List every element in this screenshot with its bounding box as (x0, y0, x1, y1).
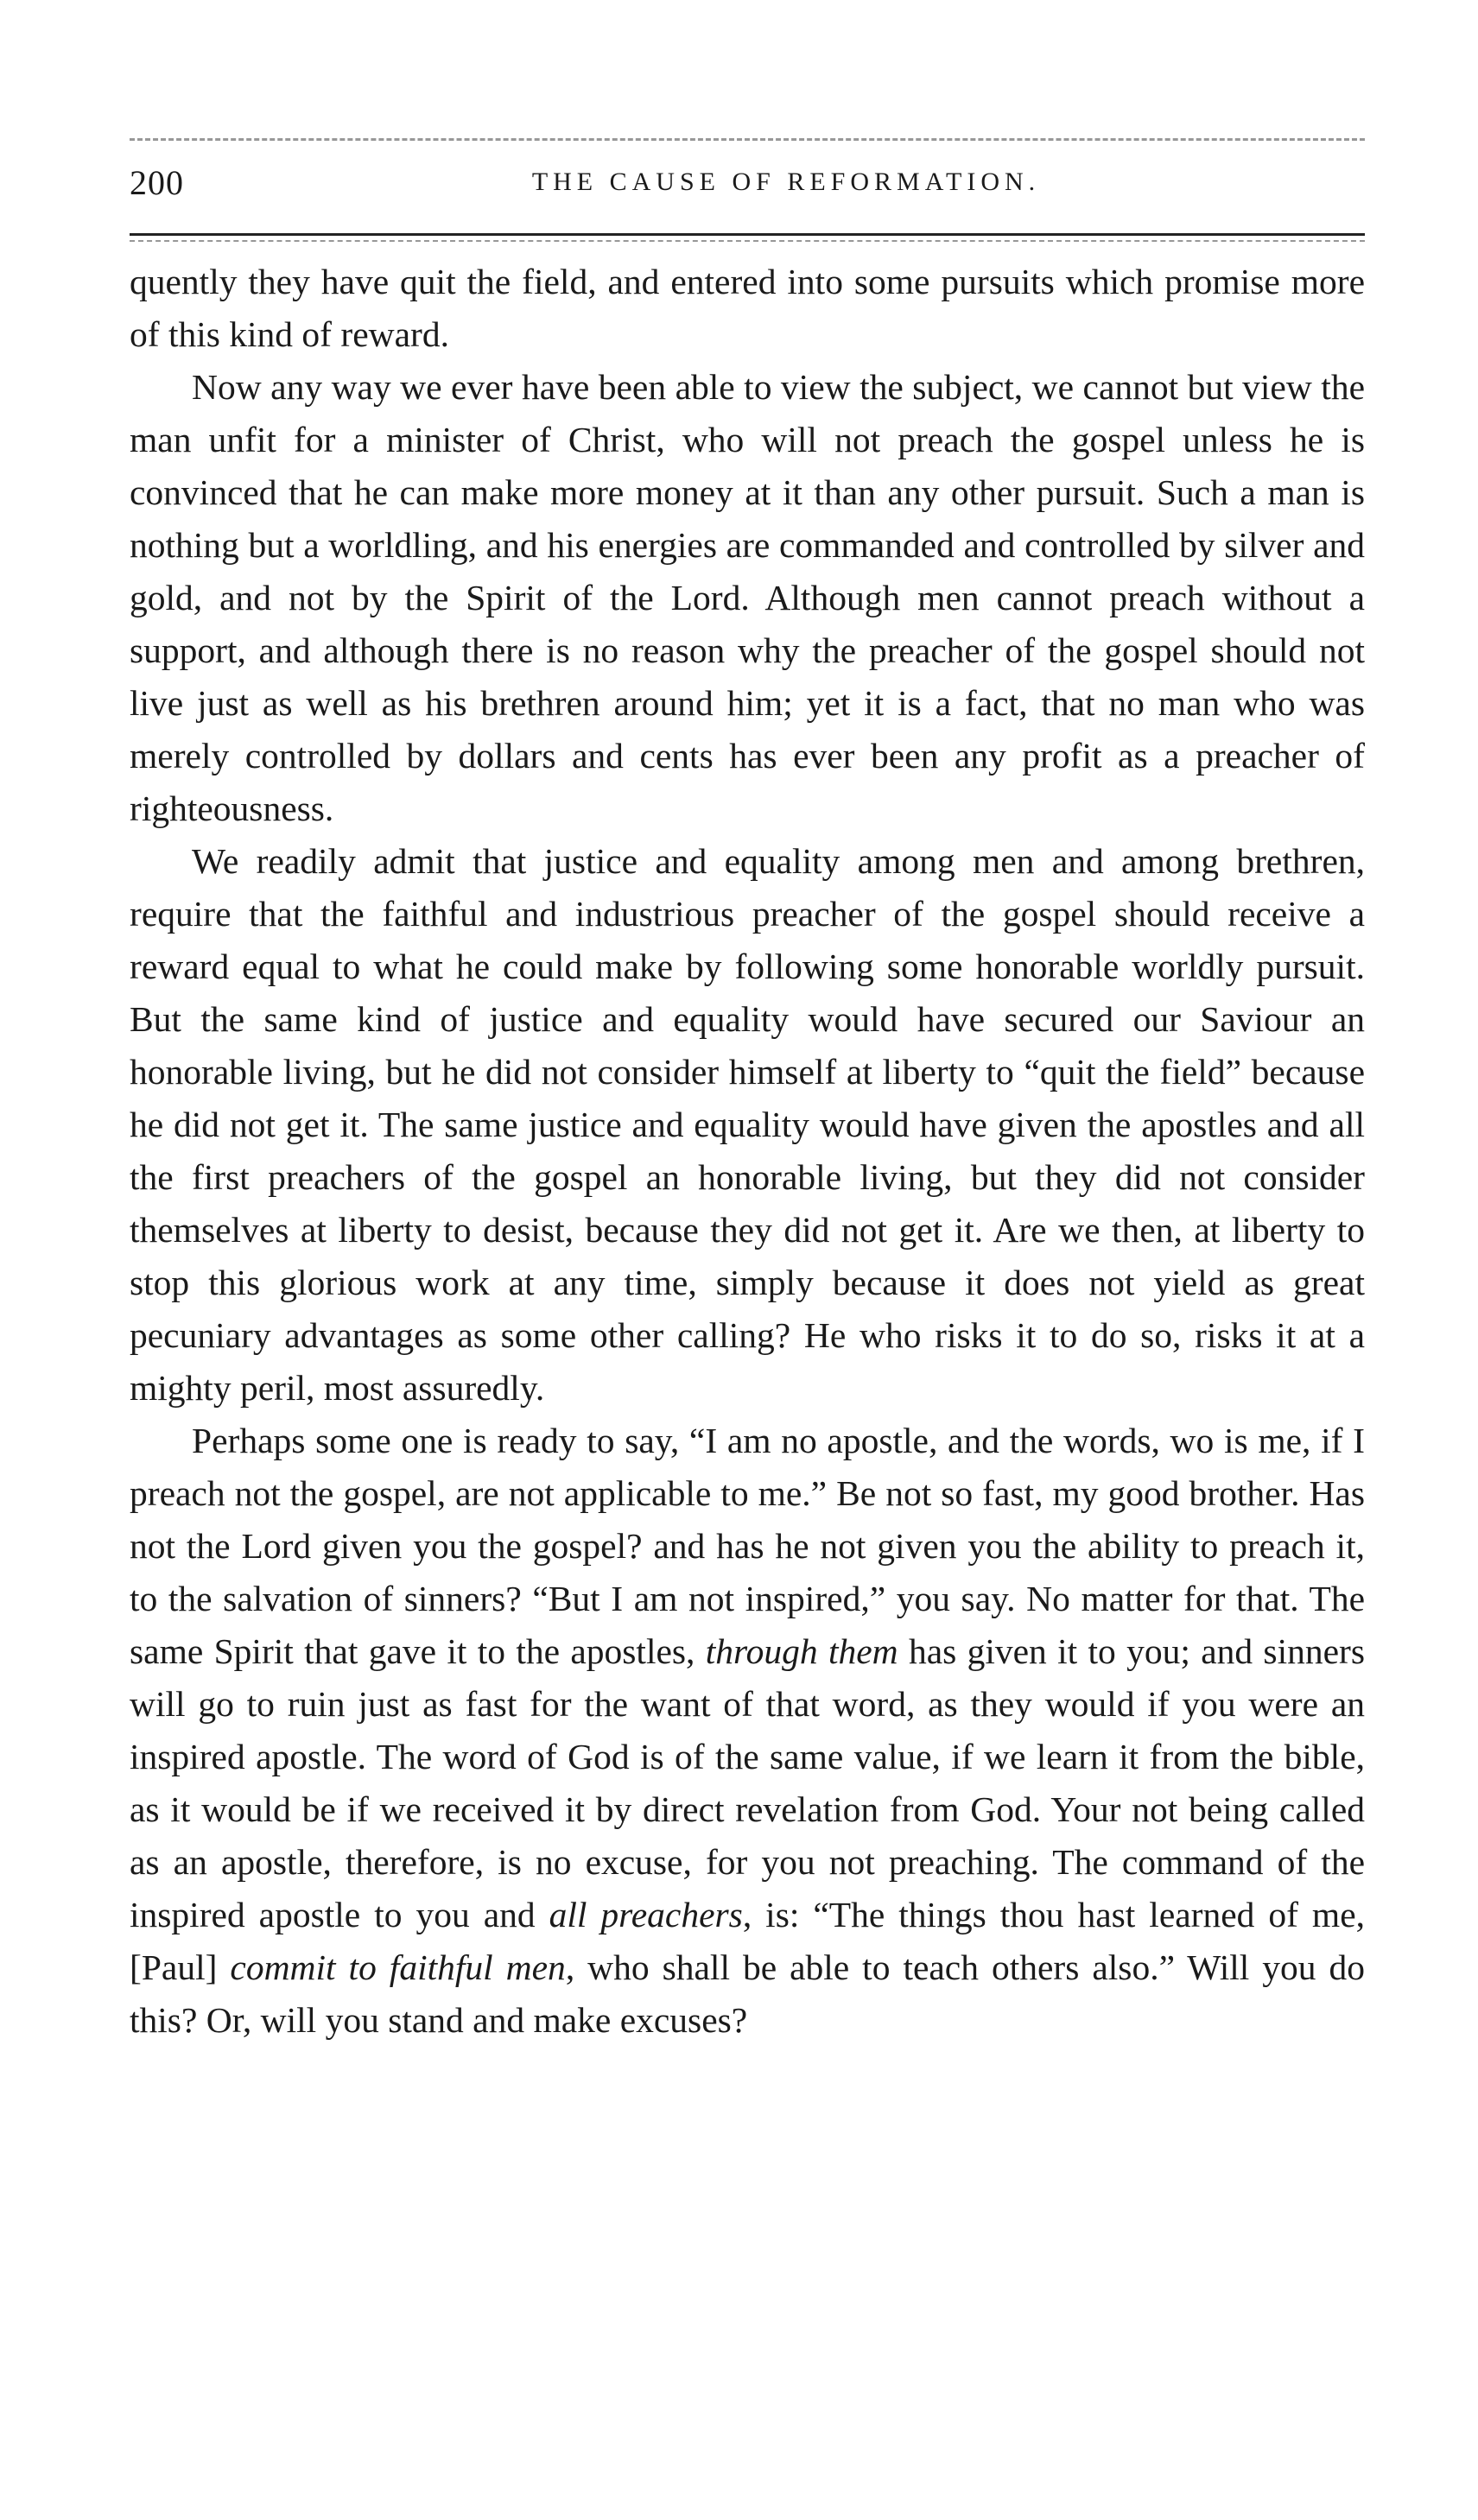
paragraph-3: We readily admit that justice and equality among men and among brethren, require that the faithful and industrious preacher of the gospel should receive a reward equal to what he could make by following some honorable worldly pursuit. But the same kind of justice and equality would have secured our Saviour an honorable living, but he did not consider himself at liberty to “quit the field” because he did not get it. The same justice and equality would have given the apostles and all the first preachers of the gospel an honorable living, but they did not consider themselves at liberty to desist, because they did not get it. Are we then, at liberty to stop this glorious work at any time, simply because it does not yield as great pecuniary advantages as some other calling? He who risks it to do so, risks it at a mighty peril, most assuredly. (130, 841, 1365, 1408)
italic-all-preachers: all preachers (549, 1895, 743, 1934)
header-dashed-rule (130, 240, 1365, 242)
paragraph-4-part-d: , who shall be able to teach others also.” Will you do this? Or, will you stand and make excuses? (130, 1947, 1365, 2040)
paragraph-2: Now any way we ever have been able to view the subject, we cannot but view the man unfit for a minister of Christ, who will not preach the gospel unless he is convinced that he can make more money at it than any other pursuit. Such a man is nothing but a worldling, and his energies are commanded and controlled by silver and gold, and not by the Spirit of the Lord. Although men cannot preach without a support, and although there is no reason why the preacher of the gospel should not live just as well as his brethren around him; yet it is a fact, that no man who was merely controlled by dollars and cents has ever been any profit as a preacher of righteousness. (130, 367, 1365, 828)
paragraph-4 (130, 1415, 1365, 2047)
paragraph-1: quently they have quit the field, and entered into some pursuits which promise more of this kind of reward. (130, 262, 1365, 354)
paragraph-4-part-a: Perhaps some one is ready to say, “I am no apostle, and the words, wo is me, if I preach not the gospel, are not applicable to me.” Be not so fast, my good brother. Has not the Lord given you the gospel? and has he not given you the ability to preach it, to the salvation of sinners? “But I am not inspired,” you say. No matter for that. The same Spirit that gave it to the apostles, (130, 1421, 1365, 1671)
header-rule (130, 233, 1365, 236)
body-text (130, 256, 1365, 2047)
italic-commit-to-faithful-men: commit to faithful men (230, 1947, 566, 1987)
italic-through-them: through them (705, 1631, 898, 1671)
page-header (130, 162, 1365, 214)
top-dashed-line (130, 138, 1365, 141)
paragraph-4-part-c: , is: “The things thou hast learned of me, [Paul] (130, 1895, 1366, 1987)
page-number: 200 (130, 163, 184, 202)
running-head: THE CAUSE OF REFORMATION. (531, 168, 1041, 196)
paragraph-4-part-b: has given it to you; and sinners will go to ruin just as fast for the want of that word, as they would if you were an inspired apostle. The word of God is of the same value, if we learn it from the bible, as it would be if we received it by direct revelation from God. Your not being called as an apostle, therefore, is no excuse, for you not preaching. The command of the inspired apostle to you and (130, 1631, 1365, 1934)
